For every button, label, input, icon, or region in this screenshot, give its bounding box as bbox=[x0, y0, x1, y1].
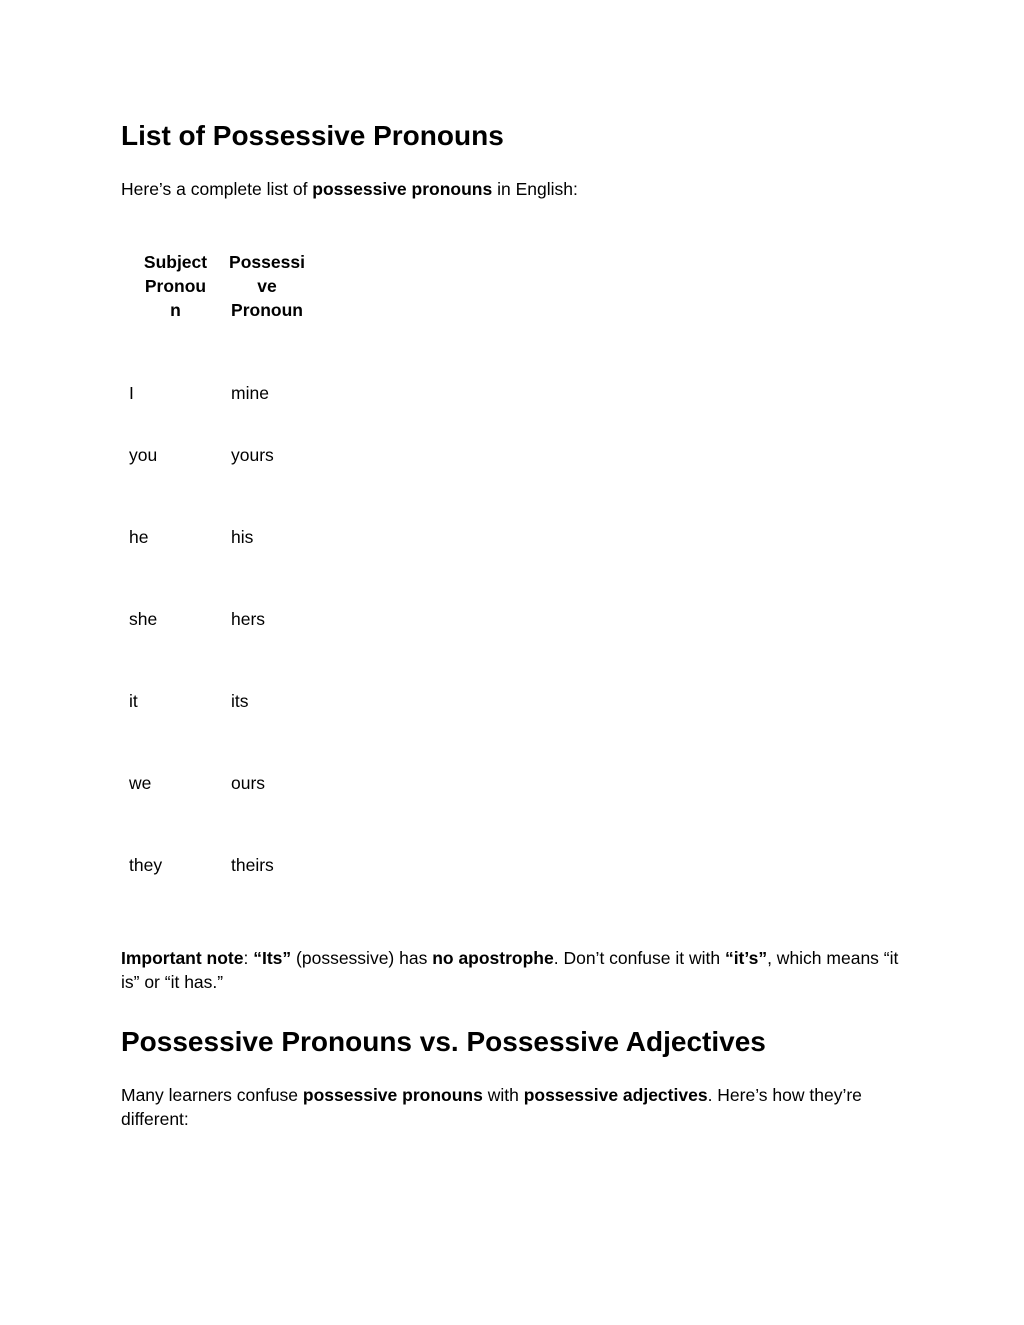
possessive-cell: its bbox=[231, 691, 249, 711]
table-row bbox=[121, 361, 312, 443]
possessive-cell: ours bbox=[231, 773, 266, 793]
note-its-quoted: “Its” bbox=[253, 948, 292, 968]
table-row bbox=[121, 443, 312, 525]
header-subject-line-1: Subject bbox=[143, 252, 208, 272]
header-possessive-line-3: Pronoun bbox=[231, 300, 303, 320]
intro-text-end: in English: bbox=[492, 179, 578, 199]
header-possessive-pronoun bbox=[222, 250, 312, 361]
table-row bbox=[121, 607, 312, 689]
intro-paragraph bbox=[121, 177, 578, 201]
possessive-cell: his bbox=[231, 527, 254, 547]
subject-cell: I bbox=[129, 383, 134, 403]
header-possessive-line-2: ve bbox=[257, 276, 277, 296]
subject-cell: it bbox=[129, 691, 138, 711]
subject-cell: we bbox=[129, 773, 152, 793]
pronoun-table bbox=[121, 250, 312, 935]
intro-bold-term: possessive pronouns bbox=[312, 179, 493, 199]
note-label: Important note bbox=[121, 948, 244, 968]
compare-text-end: . Here’s how they’re different: bbox=[121, 1085, 862, 1129]
note-colon: : bbox=[243, 948, 254, 968]
intro-text: Here’s a complete list of bbox=[121, 179, 313, 199]
possessive-cell: theirs bbox=[231, 855, 274, 875]
note-no-apostrophe: no apostrophe bbox=[432, 948, 554, 968]
possessive-cell: yours bbox=[231, 445, 274, 465]
table-row bbox=[121, 689, 312, 771]
subject-cell: they bbox=[129, 855, 163, 875]
compare-text: with bbox=[482, 1085, 524, 1105]
section-heading-comparison: Possessive Pronouns vs. Possessive Adjectives bbox=[121, 1026, 766, 1057]
table-header-row bbox=[121, 250, 312, 361]
section-heading-list: List of Possessive Pronouns bbox=[121, 120, 504, 151]
possessive-cell: hers bbox=[231, 609, 266, 629]
header-subject-pronoun bbox=[121, 250, 222, 361]
header-subject-line-3: n bbox=[170, 300, 181, 320]
important-note-paragraph bbox=[121, 946, 911, 994]
note-text: (possessive) has bbox=[291, 948, 433, 968]
table-row bbox=[121, 853, 312, 935]
comparison-paragraph bbox=[121, 1083, 921, 1131]
header-subject-line-2: Pronou bbox=[144, 276, 207, 296]
subject-cell: you bbox=[129, 445, 158, 465]
table-row bbox=[121, 525, 312, 607]
compare-bold-adjectives: possessive adjectives bbox=[523, 1085, 708, 1105]
possessive-cell: mine bbox=[231, 383, 269, 403]
note-text-end: , which means “it is” or “it has.” bbox=[121, 948, 899, 992]
compare-bold-pronouns: possessive pronouns bbox=[302, 1085, 483, 1105]
table-row bbox=[121, 771, 312, 853]
subject-cell: she bbox=[129, 609, 158, 629]
note-text: . Don’t confuse it with bbox=[553, 948, 725, 968]
subject-cell: he bbox=[129, 527, 149, 547]
header-possessive-line-1: Possessi bbox=[229, 252, 305, 272]
compare-text: Many learners confuse bbox=[121, 1085, 303, 1105]
note-its-contraction: “it’s” bbox=[724, 948, 768, 968]
